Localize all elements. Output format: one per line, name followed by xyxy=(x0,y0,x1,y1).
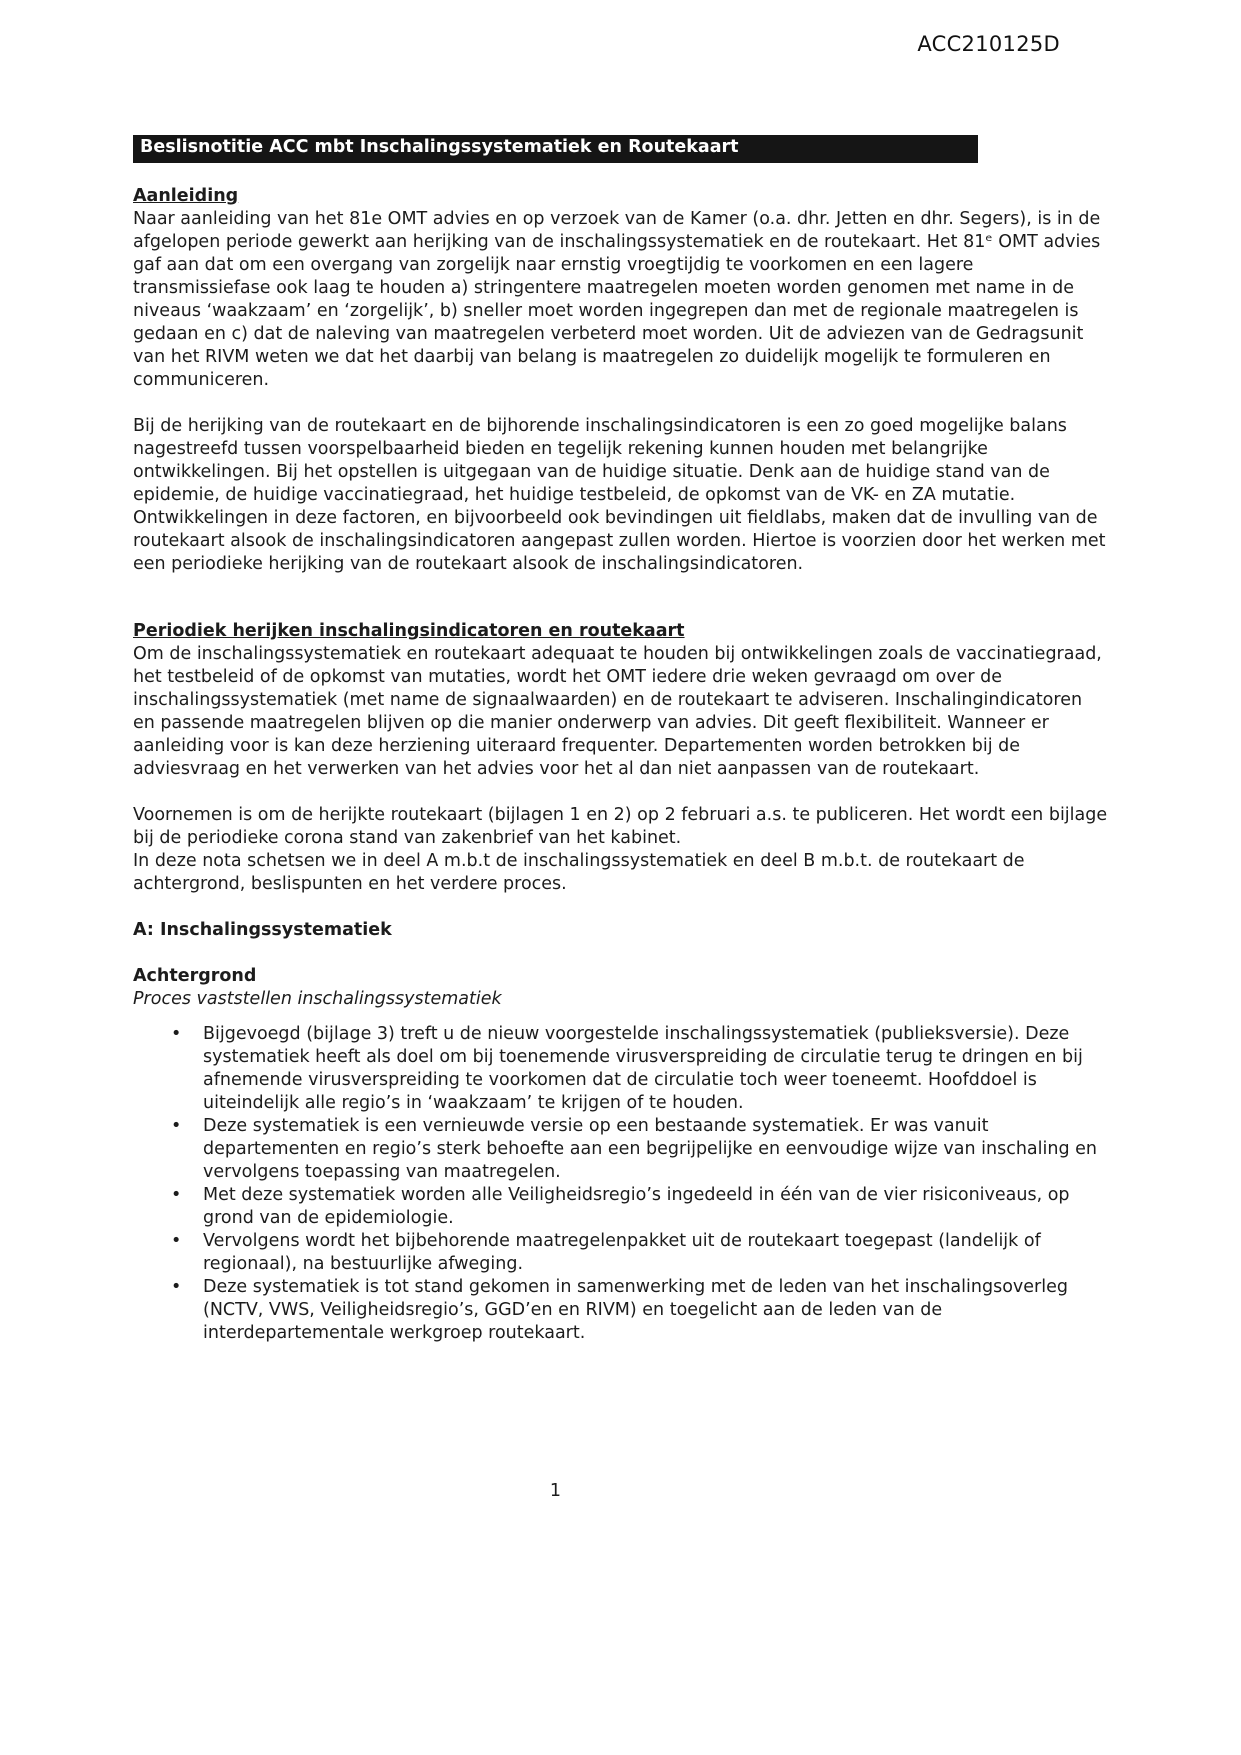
heading-aanleiding: Aanleiding xyxy=(133,186,239,206)
doc-reference: ACC210125D xyxy=(917,32,1060,56)
bullet-list xyxy=(133,1023,1109,1345)
list-item: • Bijgevoegd (bijlage 3) treft u de nieuw voorgestelde inschalingssystematiek (publieksversie). Deze systematiek heeft als doel om bij toenemende virusverspreiding de circulatie terug te dringen en bij afnemende virusverspreiding te voorkomen dat de circulatie toch weer toeneemt. Hoofddoel is uiteindelijk alle regio’s in ‘waakzaam’ te krijgen of te houden. xyxy=(133,1023,1109,1115)
paragraph-aanleiding-1: Naar aanleiding van het 81e OMT advies en op verzoek van de Kamer (o.a. dhr. Jetten en dhr. Segers), is in de afgelopen periode gewerkt aan herijking van de inschalingssystematiek en de routekaart. Het 81ᵉ OMT advies gaf aan dat om een overgang van zorgelijk naar ernstig vroegtijdig te voorkomen en een lagere transmissiefase ook laag te houden a) stringentere maatregelen moeten worden genomen met name in de niveaus ‘waakzaam’ en ‘zorgelijk’, b) sneller moet worden ingegrepen dan met de regionale maatregelen is gedaan en c) dat de naleving van maatregelen verbeterd moet worden. Uit de adviezen van de Gedragsunit van het RIVM weten we dat het daarbij van belang is maatregelen zo duidelijk mogelijk te formuleren en communiceren. xyxy=(133,209,1101,390)
page-number: 1 xyxy=(549,1481,562,1501)
list-item: • Deze systematiek is een vernieuwde versie op een bestaande systematiek. Er was vanuit departementen en regio’s sterk behoefte aan een begrijpelijke en eenvoudige wijze van inschaling en vervolgens toepassing van maatregelen. xyxy=(133,1115,1109,1184)
paragraph-voornemen-line2: In deze nota schetsen we in deel A m.b.t de inschalingssystematiek en deel B m.b.t. de routekaart de achtergrond, beslispunten en het verdere proces. xyxy=(133,851,1025,894)
paragraph-voornemen-line1: Voornemen is om de herijkte routekaart (bijlagen 1 en 2) op 2 februari a.s. te publiceren. Het wordt een bijlage bij de periodieke corona stand van zakenbrief van het kabinet. xyxy=(133,805,1108,848)
document-body xyxy=(133,135,1109,1345)
list-item: • Met deze systematiek worden alle Veiligheidsregio’s ingedeeld in één van de vier risiconiveaus, op grond van de epidemiologie. xyxy=(133,1184,1109,1230)
paragraph-periodiek-1: Om de inschalingssystematiek en routekaart adequaat te houden bij ontwikkelingen zoals de vaccinatiegraad, het testbeleid of de opkomst van mutaties, wordt het OMT iedere drie weken gevraagd om over de inschalingssystematiek (met name de signaalwaarden) en de routekaart te adviseren. Inschalingindicatoren en passende maatregelen blijven op die manier onderwerp van advies. Dit geeft flexibiliteit. Wanneer er aanleiding voor is kan deze herziening uiteraard frequenter. Departementen worden betrokken bij de adviesvraag en het verwerken van het advies voor het al dan niet aanpassen van de routekaart. xyxy=(133,644,1102,779)
list-item: • Deze systematiek is tot stand gekomen in samenwerking met de leden van het inschalingsoverleg (NCTV, VWS, Veiligheidsregio’s, GGD’en en RIVM) en toegelicht aan de leden van de interdepartementale werkgroep routekaart. xyxy=(133,1276,1109,1345)
heading-section-a: A: Inschalingssystematiek xyxy=(133,920,392,940)
title-bar xyxy=(133,135,978,163)
heading-achtergrond: Achtergrond xyxy=(133,966,257,986)
title-bar-text: Beslisnotitie ACC mbt Inschalingssystematiek en Routekaart xyxy=(140,137,739,157)
paragraph-voornemen xyxy=(133,804,1109,896)
paragraph-aanleiding-2: Bij de herijking van de routekaart en de bijhorende inschalingsindicatoren is een zo goed mogelijke balans nagestreefd tussen voorspelbaarheid bieden en tegelijk rekening kunnen houden met belangrijke ontwikkelingen. Bij het opstellen is uitgegaan van de huidige situatie. Denk aan de huidige stand van de epidemie, de huidige vaccinatiegraad, het huidige testbeleid, de opkomst van de VK- en ZA mutatie. Ontwikkelingen in deze factoren, en bijvoorbeeld ook bevindingen uit fieldlabs, maken dat de invulling van de routekaart alsook de inschalingsindicatoren aangepast zullen worden. Hiertoe is voorzien door het werken met een periodieke herijking van de routekaart alsook de inschalingsindicatoren. xyxy=(133,416,1106,574)
heading-periodiek-herijken: Periodiek herijken inschalingsindicatoren en routekaart xyxy=(133,621,685,641)
subheading-proces-vaststellen: Proces vaststellen inschalingssystematiek xyxy=(133,989,502,1009)
list-item: • Vervolgens wordt het bijbehorende maatregelenpakket uit de routekaart toegepast (landelijk of regionaal), na bestuurlijke afweging. xyxy=(133,1230,1109,1276)
